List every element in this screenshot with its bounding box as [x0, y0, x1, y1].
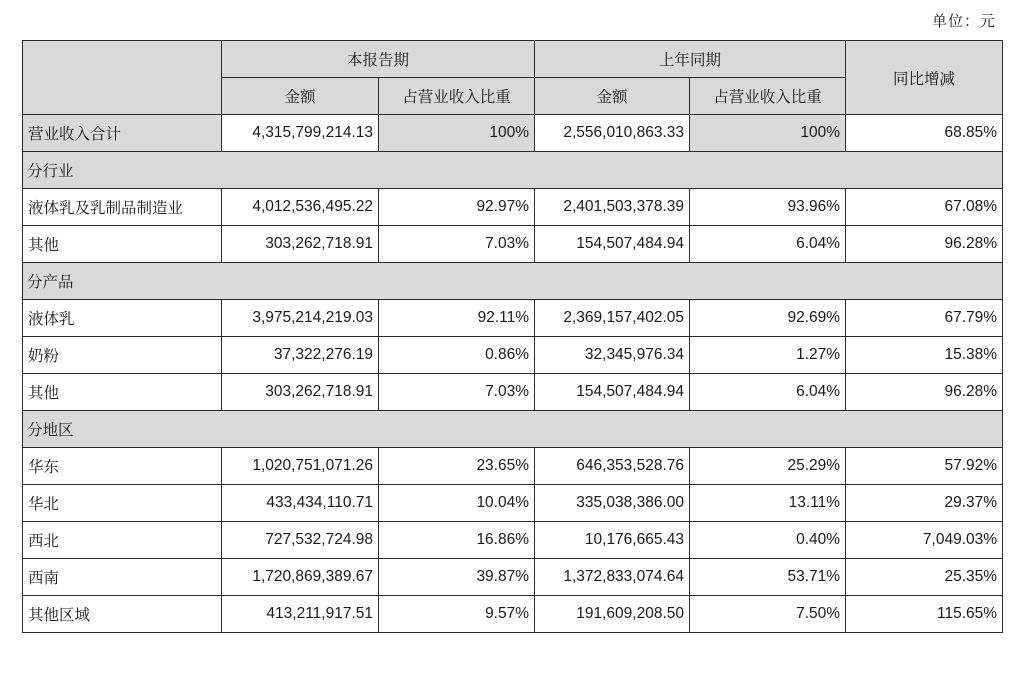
revenue-breakdown-table [22, 40, 1003, 633]
row-label: 其他区域 [23, 596, 222, 633]
prior-amount-cell: 154,507,484.94 [535, 374, 690, 411]
current-amount-cell: 37,322,276.19 [222, 337, 379, 374]
prior-share-cell: 6.04% [690, 226, 846, 263]
yoy-cell: 7,049.03% [846, 522, 1003, 559]
prior-amount-cell: 191,609,208.50 [535, 596, 690, 633]
current-amount-cell: 413,211,917.51 [222, 596, 379, 633]
prior-share-cell: 93.96% [690, 189, 846, 226]
yoy-cell: 67.08% [846, 189, 1003, 226]
yoy-cell: 96.28% [846, 374, 1003, 411]
prior-amount-cell: 1,372,833,074.64 [535, 559, 690, 596]
row-label: 西北 [23, 522, 222, 559]
row-label: 奶粉 [23, 337, 222, 374]
row-label: 液体乳及乳制品制造业 [23, 189, 222, 226]
row-label: 西南 [23, 559, 222, 596]
section-title: 分行业 [23, 152, 1003, 189]
yoy-cell: 96.28% [846, 226, 1003, 263]
current-amount-header: 金额 [222, 78, 379, 115]
prior-share-cell: 0.40% [690, 522, 846, 559]
prior-amount-cell: 646,353,528.76 [535, 448, 690, 485]
prior-amount-cell: 10,176,665.43 [535, 522, 690, 559]
current-share-cell: 23.65% [379, 448, 535, 485]
total-row [23, 115, 1003, 152]
current-amount-cell: 303,262,718.91 [222, 374, 379, 411]
prior-share-header: 占营业收入比重 [690, 78, 846, 115]
table-row [23, 337, 1003, 374]
section-header-row [23, 152, 1003, 189]
row-label: 其他 [23, 226, 222, 263]
prior-share-cell: 13.11% [690, 485, 846, 522]
row-label: 液体乳 [23, 300, 222, 337]
total-yoy: 68.85% [846, 115, 1003, 152]
current-amount-cell: 303,262,718.91 [222, 226, 379, 263]
total-prior-amount: 2,556,010,863.33 [535, 115, 690, 152]
prior-amount-cell: 2,401,503,378.39 [535, 189, 690, 226]
prior-amount-cell: 154,507,484.94 [535, 226, 690, 263]
current-share-cell: 39.87% [379, 559, 535, 596]
prior-amount-cell: 2,369,157,402.05 [535, 300, 690, 337]
current-share-cell: 16.86% [379, 522, 535, 559]
yoy-change-header: 同比增减 [846, 41, 1003, 115]
current-share-header: 占营业收入比重 [379, 78, 535, 115]
prior-amount-header: 金额 [535, 78, 690, 115]
table-row [23, 448, 1003, 485]
prior-share-cell: 25.29% [690, 448, 846, 485]
current-share-cell: 9.57% [379, 596, 535, 633]
yoy-cell: 29.37% [846, 485, 1003, 522]
yoy-cell: 15.38% [846, 337, 1003, 374]
current-share-cell: 10.04% [379, 485, 535, 522]
yoy-cell: 67.79% [846, 300, 1003, 337]
section-header-row [23, 411, 1003, 448]
table-row [23, 226, 1003, 263]
current-amount-cell: 3,975,214,219.03 [222, 300, 379, 337]
prior-amount-cell: 335,038,386.00 [535, 485, 690, 522]
table-row [23, 596, 1003, 633]
current-share-cell: 92.97% [379, 189, 535, 226]
total-prior-share: 100% [690, 115, 846, 152]
prior-share-cell: 6.04% [690, 374, 846, 411]
current-share-cell: 7.03% [379, 226, 535, 263]
current-amount-cell: 4,012,536,495.22 [222, 189, 379, 226]
table-row [23, 374, 1003, 411]
total-label: 营业收入合计 [23, 115, 222, 152]
prior-period-header: 上年同期 [535, 41, 846, 78]
table-row [23, 485, 1003, 522]
unit-label: 单位：元 [931, 12, 996, 30]
current-period-header: 本报告期 [222, 41, 535, 78]
current-share-cell: 92.11% [379, 300, 535, 337]
current-amount-cell: 727,532,724.98 [222, 522, 379, 559]
current-amount-cell: 433,434,110.71 [222, 485, 379, 522]
current-amount-cell: 1,720,869,389.67 [222, 559, 379, 596]
current-amount-cell: 1,020,751,071.26 [222, 448, 379, 485]
yoy-cell: 25.35% [846, 559, 1003, 596]
table-row [23, 559, 1003, 596]
prior-share-cell: 1.27% [690, 337, 846, 374]
yoy-cell: 115.65% [846, 596, 1003, 633]
section-header-row [23, 263, 1003, 300]
total-current-share: 100% [379, 115, 535, 152]
prior-amount-cell: 32,345,976.34 [535, 337, 690, 374]
table-row [23, 300, 1003, 337]
prior-share-cell: 53.71% [690, 559, 846, 596]
header-row-1 [23, 41, 1003, 78]
row-label: 其他 [23, 374, 222, 411]
prior-share-cell: 92.69% [690, 300, 846, 337]
corner-header-cell [23, 41, 222, 115]
section-title: 分产品 [23, 263, 1003, 300]
prior-share-cell: 7.50% [690, 596, 846, 633]
yoy-cell: 57.92% [846, 448, 1003, 485]
current-share-cell: 7.03% [379, 374, 535, 411]
row-label: 华北 [23, 485, 222, 522]
current-share-cell: 0.86% [379, 337, 535, 374]
table-row [23, 522, 1003, 559]
row-label: 华东 [23, 448, 222, 485]
table-row [23, 189, 1003, 226]
total-current-amount: 4,315,799,214.13 [222, 115, 379, 152]
section-title: 分地区 [23, 411, 1003, 448]
